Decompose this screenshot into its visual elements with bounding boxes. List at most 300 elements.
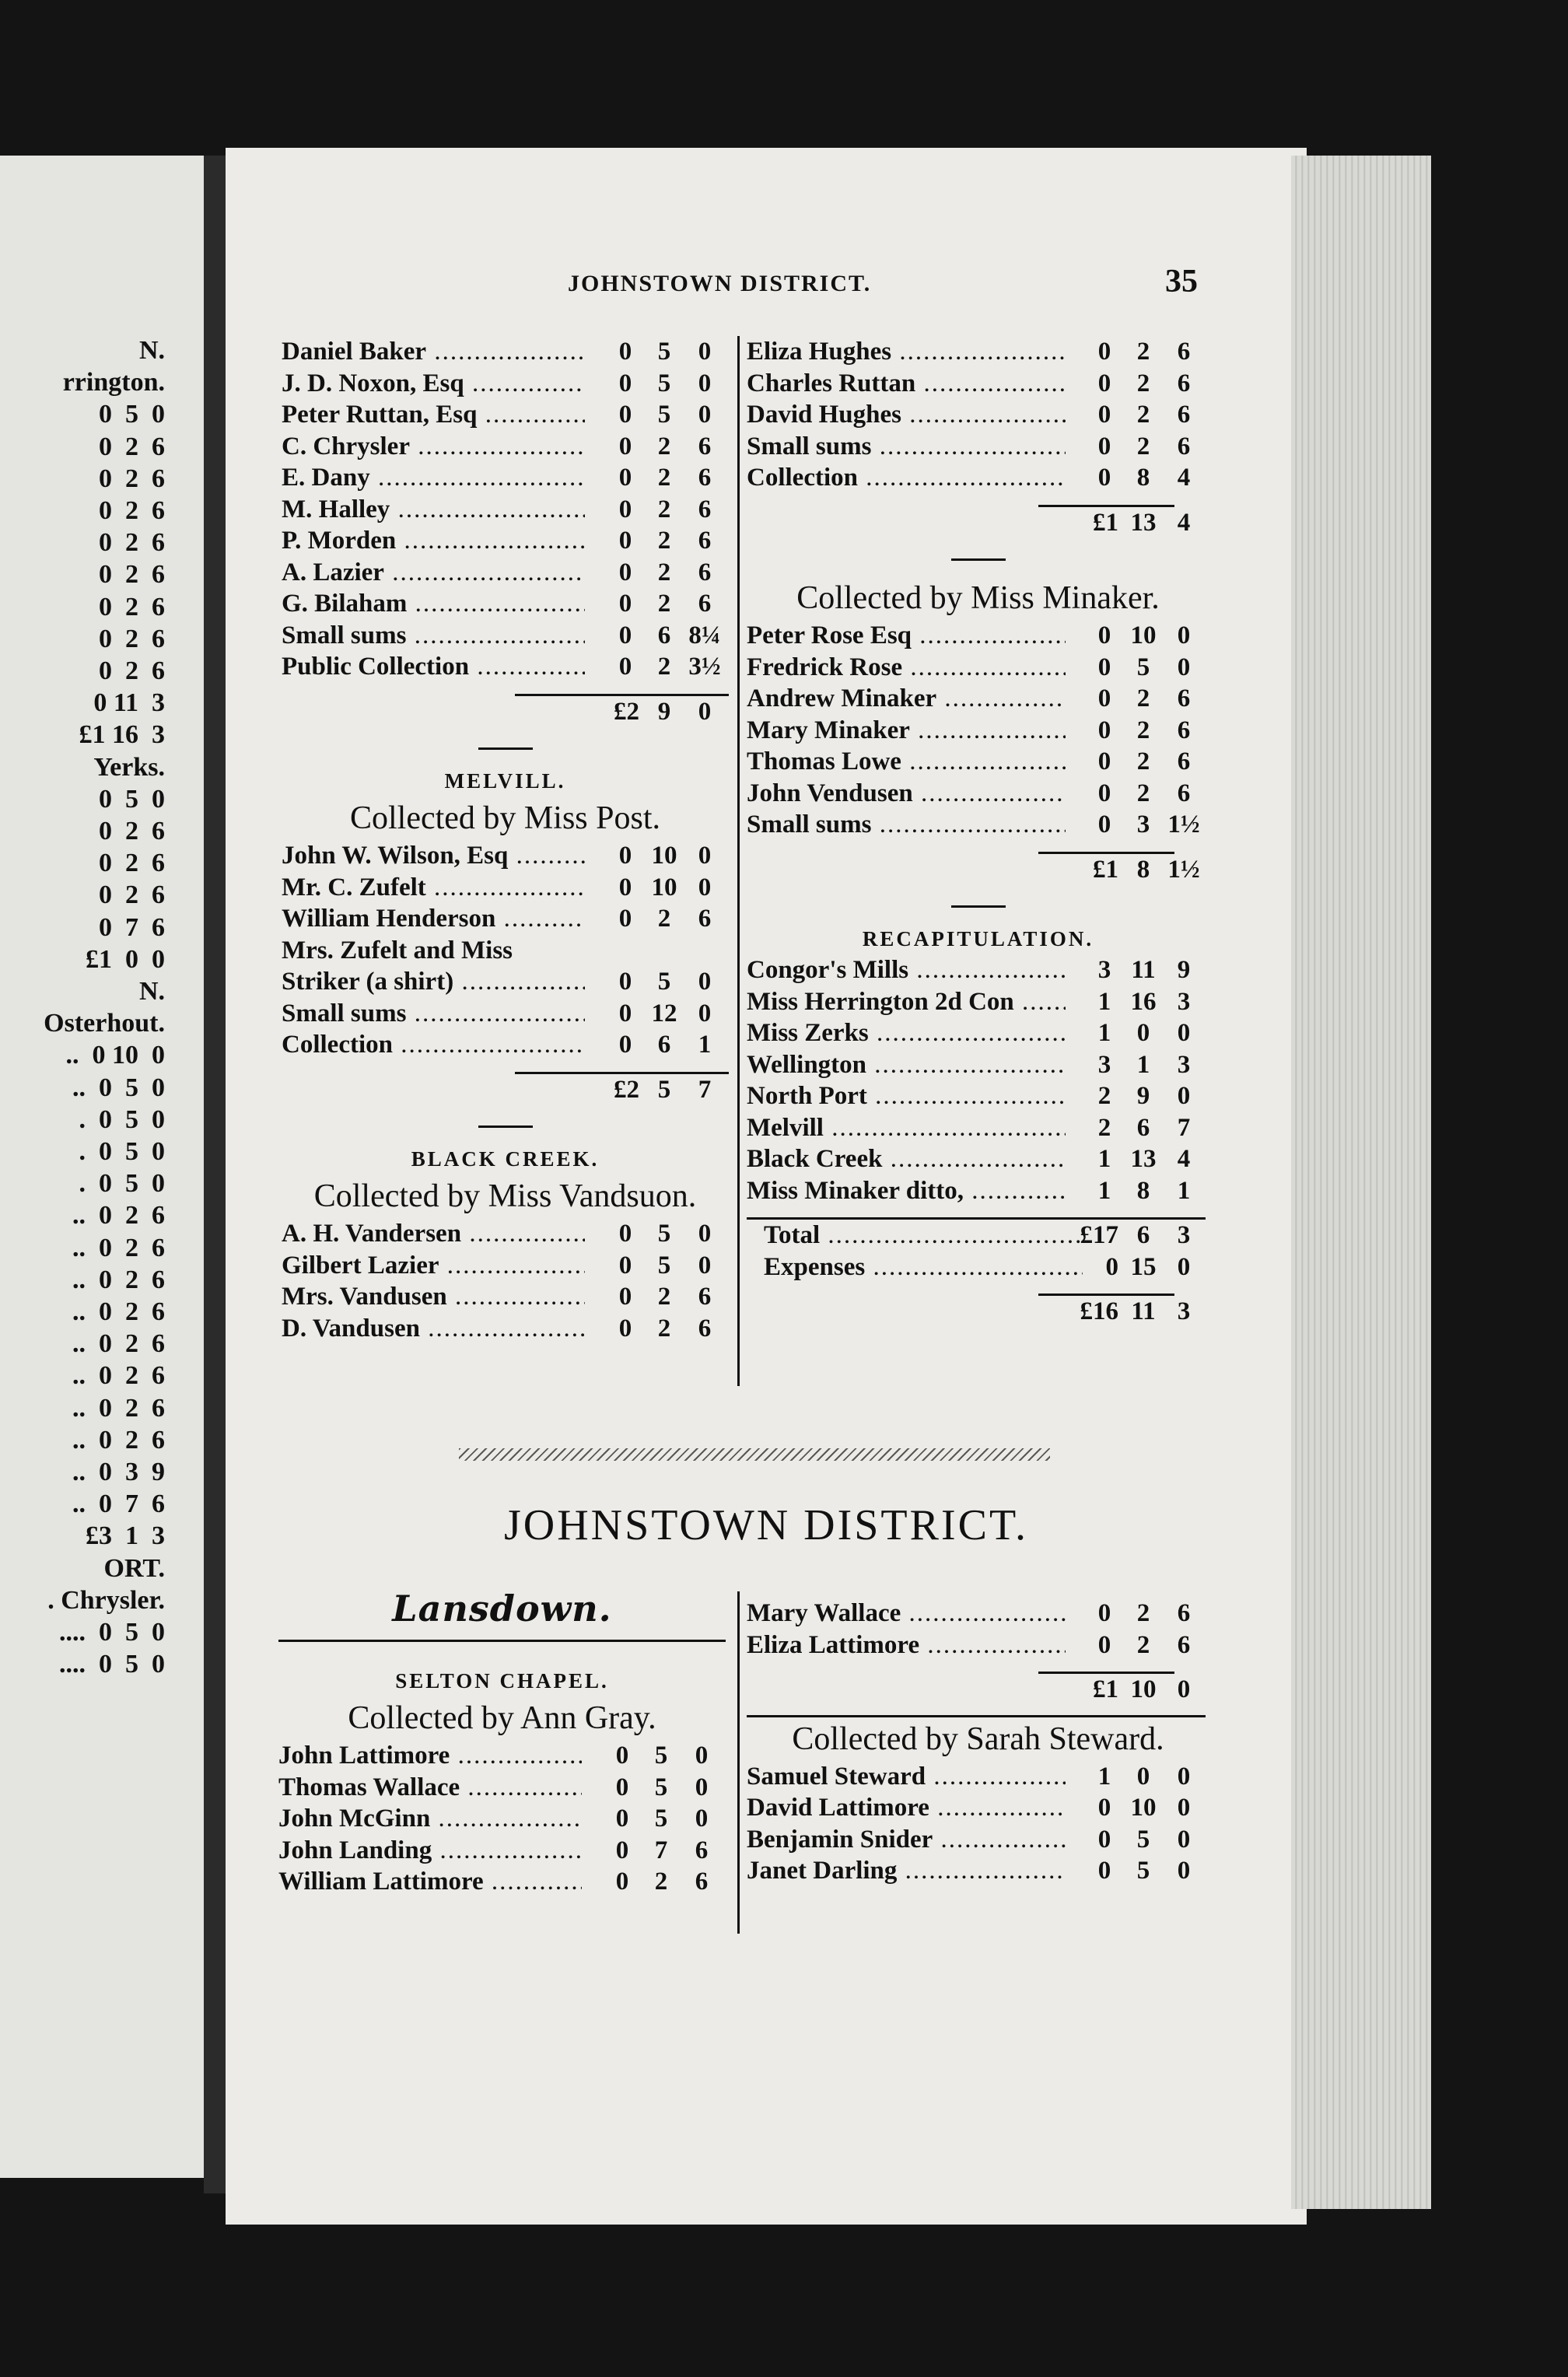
amount-pounds: 0: [618, 369, 632, 397]
ledger-row: [282, 935, 729, 967]
amount-shillings: 2: [1136, 369, 1150, 397]
amount-pence: 6: [1177, 747, 1191, 775]
left-page-text: .. 0 2 6: [72, 1233, 165, 1262]
ledger-row: [747, 1080, 1209, 1112]
amount-shillings: 8: [1136, 464, 1150, 492]
amount-pounds: 0: [618, 338, 632, 366]
ledger-row: [747, 1017, 1209, 1049]
amount-pounds: 0: [618, 401, 632, 429]
amount-pence: 3: [1177, 987, 1191, 1016]
amount-pounds: 0: [1097, 464, 1111, 492]
divider: [478, 747, 533, 750]
amount-shillings: 1: [1136, 1050, 1150, 1079]
amount-pence: 6: [1177, 716, 1191, 744]
ledger-row: [747, 1143, 1209, 1175]
total-pounds: £1: [1093, 508, 1118, 537]
ledger-row: [282, 557, 729, 589]
left-page-text: 0 2 6: [99, 624, 165, 653]
total-amount-row: [747, 507, 1209, 539]
ledger-row: [282, 620, 729, 652]
ledger-name: David Lattimore .....: [747, 1792, 1066, 1824]
left-page-text: 0 2 6: [99, 880, 165, 910]
amount-pounds: 2: [1097, 1113, 1111, 1142]
amount-pence: 8¼: [688, 621, 721, 649]
left-page-text: .. 0 5 0: [72, 1073, 165, 1102]
amount-pounds: 0: [1097, 369, 1111, 397]
ledger-name: Small sums .....: [747, 431, 1066, 463]
left-page-text: Osterhout.: [44, 1009, 165, 1038]
total-pounds: £16: [1080, 1297, 1118, 1325]
page-number: 35: [1165, 264, 1198, 299]
left-page-fragment: [0, 156, 219, 2178]
amount-shillings: 5: [654, 1805, 668, 1833]
ledger-row: [282, 431, 729, 463]
total-amount-row: [747, 1674, 1209, 1706]
amount-shillings: 2: [657, 495, 671, 523]
ledger-row: [747, 1824, 1209, 1856]
amount-pounds: 0: [1097, 1630, 1111, 1659]
amount-pence: 0: [1177, 621, 1191, 649]
left-page-text: £1 16 3: [79, 720, 165, 750]
divider: [951, 558, 1006, 561]
amount-pence: 4: [1177, 1145, 1191, 1173]
amount-pence: 6: [698, 905, 712, 933]
ledger-row: [747, 1175, 1209, 1207]
amount-pounds: 0: [1097, 401, 1111, 429]
left-page-text: .. 0 2 6: [72, 1265, 165, 1294]
left-page-text: 0 2 6: [99, 817, 165, 845]
ledger-name: J. D. Noxon, Esq .....: [282, 368, 585, 400]
ledger-row: [747, 462, 1209, 494]
ledger-row: [282, 966, 729, 998]
amount-shillings: 9: [1136, 1082, 1150, 1110]
amount-pence: 0: [1177, 653, 1191, 681]
amount-pence: 0: [698, 842, 712, 870]
amount-pence: 6: [695, 1868, 709, 1896]
left-page-text: 0 11 3: [93, 688, 165, 718]
ledger-name: D. Vandusen .....: [282, 1313, 585, 1345]
left-page-text: 0 5 0: [99, 784, 165, 814]
amount-pounds: 0: [615, 1836, 629, 1864]
page-edges: [1291, 156, 1431, 2209]
left-page-text: ORT.: [103, 1553, 165, 1583]
total-pounds: 0: [1105, 1252, 1118, 1281]
amount-pence: 6: [698, 464, 712, 492]
amount-pence: 3: [1177, 1050, 1191, 1079]
ledger-name: Mary Minaker .....: [747, 715, 1066, 747]
total-pence: 3: [1177, 1221, 1191, 1249]
amount-pence: 6: [698, 558, 712, 586]
amount-pounds: 0: [1097, 716, 1111, 744]
ledger-name: Gilbert Lazier .....: [282, 1250, 585, 1282]
amount-shillings: 2: [1136, 401, 1150, 429]
amount-shillings: 2: [657, 1314, 671, 1343]
ledger-row: [282, 1250, 729, 1282]
left-page-text: .. 0 2 6: [72, 1329, 165, 1359]
amount-pounds: 0: [618, 1031, 632, 1059]
amount-shillings: 2: [1136, 1599, 1150, 1627]
ledger-name: Mary Wallace .....: [747, 1598, 1066, 1630]
amount-pence: 9: [1177, 956, 1191, 984]
amount-pounds: 0: [618, 527, 632, 555]
amount-pounds: 0: [1097, 653, 1111, 681]
amount-pence: 0: [1177, 1825, 1191, 1854]
amount-pence: 6: [698, 527, 712, 555]
ledger-block-lansdown: [278, 1740, 726, 1898]
ledger-name: Collection .....: [282, 1029, 585, 1061]
total-pounds: £2: [614, 1075, 639, 1104]
left-page-text: 0 2 6: [99, 560, 165, 590]
ledger-row: [278, 1772, 726, 1804]
left-page-text: Yerks.: [88, 752, 165, 782]
amount-pence: 0: [698, 338, 712, 366]
amount-shillings: 2: [657, 905, 671, 933]
amount-pence: 3½: [688, 653, 721, 681]
ledger-name: A. Lazier .....: [282, 557, 585, 589]
amount-shillings: 5: [1136, 1857, 1150, 1885]
ledger-block-top-a: [282, 336, 729, 683]
ledger-row: [278, 1835, 726, 1867]
amount-pence: 6: [1177, 338, 1191, 366]
total-pence: 3: [1177, 1297, 1191, 1325]
column-a: [282, 336, 729, 1344]
amount-shillings: 3: [1136, 810, 1150, 838]
ledger-row: [282, 368, 729, 400]
amount-pence: 0: [698, 968, 712, 996]
ledger-name: Thomas Lowe .....: [747, 746, 1066, 778]
collector-title: Collected by Ann Gray.: [348, 1700, 656, 1736]
recap-totals: [747, 1220, 1209, 1283]
section-heading: SELTON CHAPEL.: [395, 1669, 609, 1693]
collector-title: Collected by Sarah Steward.: [792, 1721, 1164, 1757]
amount-pence: 0: [1177, 1794, 1191, 1822]
amount-shillings: 2: [1136, 432, 1150, 460]
left-page-text: 0 2 6: [99, 464, 165, 493]
ledger-name: A. H. Vandersen .....: [282, 1218, 585, 1250]
amount-shillings: 5: [657, 338, 671, 366]
left-page-text: .. 0 2 6: [72, 1393, 165, 1423]
ledger-name: Peter Ruttan, Esq .....: [282, 399, 585, 431]
amount-shillings: 10: [651, 842, 677, 870]
amount-shillings: 5: [657, 401, 671, 429]
left-page-text: N.: [138, 336, 165, 365]
ledger-row: [747, 652, 1209, 684]
total-pence: 1½: [1167, 855, 1200, 884]
ledger-name: John Lattimore .....: [278, 1740, 582, 1772]
amount-shillings: 5: [654, 1773, 668, 1801]
ledger-row: [747, 368, 1209, 400]
amount-pounds: 1: [1097, 1019, 1111, 1047]
amount-shillings: 5: [1136, 1825, 1150, 1854]
amount-shillings: 2: [1136, 1630, 1150, 1659]
left-page-text: 0 2 6: [99, 432, 165, 461]
left-page-text: .. 0 2 6: [72, 1361, 165, 1391]
total-label: Expenses .....: [747, 1252, 1083, 1283]
ledger-row: [282, 494, 729, 526]
amount-shillings: 2: [1136, 684, 1150, 712]
left-page-text: .... 0 5 0: [59, 1650, 165, 1679]
section-heading: RECAPITULATION.: [862, 927, 1094, 950]
total-shillings: 11: [1131, 1297, 1156, 1325]
total-amount-row: [747, 1220, 1209, 1252]
amount-pence: 0: [695, 1805, 709, 1833]
left-page-text: . Chrysler.: [47, 1585, 165, 1615]
amount-shillings: 5: [657, 1220, 671, 1248]
total-amount-row: [747, 1252, 1209, 1283]
ledger-name: Public Collection .....: [282, 651, 585, 683]
ledger-name: Thomas Wallace .....: [278, 1772, 582, 1804]
total-pence: 0: [1177, 1675, 1191, 1703]
ledger-name: John W. Wilson, Esq .....: [282, 840, 585, 872]
amount-shillings: 6: [1136, 1113, 1150, 1142]
amount-shillings: 5: [654, 1742, 668, 1770]
ledger-name: Benjamin Snider .....: [747, 1824, 1066, 1856]
amount-pence: 6: [1177, 684, 1191, 712]
amount-pounds: 0: [618, 621, 632, 649]
total-row: [747, 854, 1209, 886]
left-page-text: £1 0 0: [86, 944, 165, 974]
amount-shillings: 7: [654, 1836, 668, 1864]
amount-pounds: 1: [1097, 1145, 1111, 1173]
district-title: JOHNSTOWN DISTRICT.: [503, 1501, 1029, 1549]
column-a-lower: [278, 1585, 726, 1898]
amount-pence: 0: [1177, 1082, 1191, 1110]
left-page-text: 0 2 6: [99, 592, 165, 621]
ledger-row: [747, 1630, 1209, 1661]
ledger-row: [747, 1855, 1209, 1887]
amount-shillings: 0: [1136, 1019, 1150, 1047]
ledger-name: Small sums .....: [282, 998, 585, 1030]
divider: [951, 905, 1006, 908]
ledger-block-steward: [747, 1761, 1209, 1887]
ledger-name: Black Creek .....: [747, 1143, 1066, 1175]
amount-shillings: 16: [1130, 987, 1157, 1016]
amount-pounds: 1: [1097, 1176, 1111, 1205]
ledger-row: [747, 620, 1209, 652]
amount-pence: 6: [698, 1314, 712, 1343]
ledger-name: Collection .....: [747, 462, 1066, 494]
left-page-text: . 0 5 0: [79, 1169, 165, 1199]
amount-pounds: 0: [618, 1283, 632, 1311]
ledger-name: William Lattimore .....: [278, 1866, 582, 1898]
amount-shillings: 12: [651, 999, 677, 1027]
ledger-row: [747, 683, 1209, 715]
ledger-name: C. Chrysler .....: [282, 431, 585, 463]
amount-pounds: 0: [615, 1773, 629, 1801]
amount-pounds: 0: [618, 653, 632, 681]
left-page-text: . 0 5 0: [79, 1104, 165, 1134]
left-page-text: N.: [138, 977, 165, 1006]
amount-shillings: 2: [657, 1283, 671, 1311]
left-page-text: .. 0 10 0: [65, 1041, 165, 1070]
total-amount-row: [747, 1296, 1209, 1328]
ledger-row: [747, 1112, 1209, 1144]
ledger-row: [282, 651, 729, 683]
total-pounds: £17: [1080, 1221, 1118, 1249]
total-pounds: £1: [1093, 1675, 1118, 1703]
ledger-name: John Landing .....: [278, 1835, 582, 1867]
ledger-name: Samuel Steward .....: [747, 1761, 1066, 1793]
amount-pence: 0: [695, 1773, 709, 1801]
ledger-row: [747, 431, 1209, 463]
amount-pounds: 3: [1097, 1050, 1111, 1079]
ledger-row: [747, 1049, 1209, 1081]
amount-shillings: 2: [657, 653, 671, 681]
amount-pounds: 0: [615, 1742, 629, 1770]
ledger-name: Congor's Mills .....: [747, 954, 1066, 986]
amount-pounds: 0: [1097, 621, 1111, 649]
amount-pence: 1: [698, 1031, 712, 1059]
amount-pounds: 0: [618, 842, 632, 870]
ledger-row: [282, 872, 729, 904]
amount-shillings: 2: [657, 464, 671, 492]
total-shillings: 10: [1130, 1675, 1157, 1703]
amount-pounds: 1: [1097, 1762, 1111, 1791]
ledger-name: Fredrick Rose .....: [747, 652, 1066, 684]
amount-pounds: 0: [1097, 810, 1111, 838]
left-page-text: rrington.: [62, 368, 165, 397]
ledger-name: Small sums .....: [747, 809, 1066, 841]
amount-pence: 4: [1177, 464, 1191, 492]
ledger-block-minaker: [747, 620, 1209, 841]
left-page-text: .. 0 3 9: [72, 1458, 165, 1486]
left-page-text: 0 5 0: [99, 400, 165, 429]
ornamental-rule: [459, 1448, 1050, 1461]
ledger-name: Wellington .....: [747, 1049, 1066, 1081]
amount-shillings: 2: [1136, 716, 1150, 744]
ledger-name: Miss Herrington 2d Con .....: [747, 986, 1066, 1018]
ledger-name: E. Dany .....: [282, 462, 585, 494]
amount-pence: 6: [698, 590, 712, 618]
amount-pence: 0: [698, 1251, 712, 1280]
amount-pence: 6: [1177, 1599, 1191, 1627]
ledger-row: [282, 525, 729, 557]
running-header: JOHNSTOWN DISTRICT.: [568, 271, 872, 296]
amount-pence: 6: [695, 1836, 709, 1864]
ledger-name: Charles Ruttan .....: [747, 368, 1066, 400]
ledger-row: [747, 1792, 1209, 1824]
ledger-row: [282, 1281, 729, 1313]
amount-shillings: 8: [1136, 1176, 1150, 1205]
left-page-text: 0 2 6: [99, 528, 165, 558]
divider-rule: [278, 1640, 726, 1642]
amount-pence: 6: [698, 1283, 712, 1311]
ledger-row: [747, 954, 1209, 986]
amount-pounds: 0: [618, 999, 632, 1027]
amount-shillings: 2: [1136, 779, 1150, 807]
left-page-text: 0 2 6: [99, 496, 165, 525]
ledger-name: Daniel Baker .....: [282, 336, 585, 368]
collector-title: Collected by Miss Minaker.: [796, 580, 1160, 616]
amount-pounds: 0: [618, 1314, 632, 1343]
amount-pence: 6: [1177, 369, 1191, 397]
amount-pounds: 0: [1097, 432, 1111, 460]
amount-shillings: 2: [657, 527, 671, 555]
amount-pounds: 0: [1097, 1794, 1111, 1822]
total-row: [747, 507, 1209, 539]
total-row: [282, 1074, 729, 1106]
collector-title: Collected by Miss Vandsuon.: [313, 1178, 697, 1214]
amount-pence: 0: [698, 873, 712, 901]
left-page-text: 0 2 6: [99, 656, 165, 685]
ledger-name: North Port .....: [747, 1080, 1066, 1112]
section-heading: MELVILL.: [444, 769, 566, 793]
total-amount-row: [747, 854, 1209, 886]
ledger-row: [747, 399, 1209, 431]
ledger-row: [747, 715, 1209, 747]
amount-shillings: 5: [1136, 653, 1150, 681]
ledger-row: [278, 1740, 726, 1772]
amount-pounds: 2: [1097, 1082, 1111, 1110]
total-row: [282, 696, 729, 728]
total-shillings: 6: [1136, 1221, 1150, 1249]
total-pence: 7: [698, 1075, 712, 1104]
left-page-text: .. 0 7 6: [72, 1490, 165, 1519]
ledger-name: Miss Minaker ditto, .....: [747, 1175, 1066, 1207]
amount-pounds: 0: [1097, 779, 1111, 807]
amount-pounds: 0: [618, 495, 632, 523]
circuit-name: Lansdown.: [392, 1588, 612, 1630]
ledger-row: [747, 336, 1209, 368]
ledger-name: P. Morden .....: [282, 525, 585, 557]
amount-shillings: 6: [657, 621, 671, 649]
ledger-block-melvill: [282, 840, 729, 1061]
amount-pence: 6: [698, 495, 712, 523]
ledger-name: Eliza Hughes .....: [747, 336, 1066, 368]
column-rule: [737, 1591, 740, 1934]
ledger-name: Andrew Minaker .....: [747, 683, 1066, 715]
ledger-row: [282, 998, 729, 1030]
amount-pounds: 0: [615, 1805, 629, 1833]
amount-pence: 0: [698, 1220, 712, 1248]
amount-shillings: 2: [1136, 338, 1150, 366]
amount-pounds: 0: [618, 590, 632, 618]
ledger-row: [278, 1866, 726, 1898]
ledger-row: [278, 1803, 726, 1835]
ledger-name: Eliza Lattimore .....: [747, 1630, 1066, 1661]
ledger-name: William Henderson .....: [282, 903, 585, 935]
amount-pence: 6: [698, 432, 712, 460]
amount-pence: 0: [1177, 1762, 1191, 1791]
amount-pounds: 0: [618, 558, 632, 586]
ledger-name: David Hughes .....: [747, 399, 1066, 431]
total-shillings: 15: [1130, 1252, 1157, 1281]
ledger-row: [282, 588, 729, 620]
total-pounds: £1: [1093, 855, 1118, 884]
total-pence: 0: [1177, 1252, 1191, 1281]
ledger-row: [747, 986, 1209, 1018]
total-amount-row: [282, 696, 729, 728]
ledger-row: [747, 778, 1209, 810]
total-shillings: 9: [657, 697, 671, 726]
amount-shillings: 10: [1130, 1794, 1157, 1822]
ledger-name: M. Halley .....: [282, 494, 585, 526]
ledger-row: [747, 1761, 1209, 1793]
left-page-text: .. 0 2 6: [72, 1425, 165, 1455]
column-b: [747, 336, 1209, 1328]
ledger-block-top-b: [747, 336, 1209, 494]
amount-shillings: 6: [657, 1031, 671, 1059]
ledger-name: Miss Zerks .....: [747, 1017, 1066, 1049]
amount-pounds: 0: [1097, 1825, 1111, 1854]
ledger-row: [282, 840, 729, 872]
amount-pence: 0: [698, 369, 712, 397]
ledger-name: John Vendusen .....: [747, 778, 1066, 810]
ledger-row: [282, 1029, 729, 1061]
ledger-name: Janet Darling .....: [747, 1855, 1066, 1887]
amount-pounds: 0: [1097, 747, 1111, 775]
amount-pence: 6: [1177, 401, 1191, 429]
